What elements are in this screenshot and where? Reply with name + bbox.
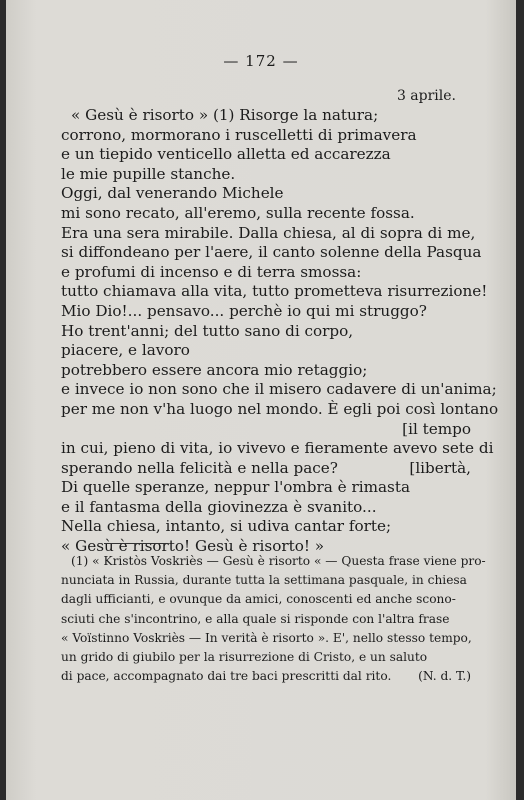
text-line: e profumi di incenso e di terra smossa:: [61, 262, 362, 281]
text-line-continuation: [il tempo: [402, 419, 471, 438]
footnote-line: dagli ufficianti, e ovunque da amici, conoscenti ed anche scono-: [61, 592, 456, 607]
text-line: si diffondeano per l'aere, il canto solenne della Pasqua: [61, 243, 482, 262]
footnote-line-pair: [61, 667, 471, 686]
book-page: [6, 0, 516, 800]
entry-date: 3 aprile.: [396, 88, 456, 104]
text-line: Era una sera mirabile. Dalla chiesa, al di sopra di me,: [61, 223, 476, 242]
text-line: Ho trent'anni; del tutto sano di corpo,: [61, 321, 354, 340]
footnote-line: (1) « Kristòs Voskriès — Gesù è risorto « — Questa frase viene pro-: [71, 554, 486, 568]
text-line: piacere, e lavoro: [61, 341, 190, 360]
text-line-continuation: [libertà,: [409, 458, 471, 477]
footnote: [61, 552, 486, 686]
text-line: e un tiepido venticello alletta ed accarezza: [61, 145, 391, 164]
text-line: mi sono recato, all'eremo, sulla recente fossa.: [61, 203, 415, 222]
footnote-line: sciuti che s'incontrino, e alla quale si risponde con l'altra frase: [61, 611, 450, 626]
text-line: « Gesù è risorto » (1) Risorge la natura;: [71, 106, 379, 124]
footnote-divider: [104, 543, 168, 544]
text-line: Oggi, dal venerando Michele: [61, 184, 284, 203]
text-line: e invece io non sono che il misero cadavere di un'anima;: [61, 380, 497, 399]
page-number: — 172 —: [223, 52, 299, 70]
footnote-line: di pace, accompagnato dai tre baci prescritti dal rito.: [61, 669, 392, 684]
poem-body: [61, 106, 499, 557]
text-line: sperando nella felicità e nella pace?: [61, 458, 338, 477]
text-line: Mio Dio!... pensavo... perchè io qui mi struggo?: [61, 301, 427, 320]
footnote-line: nunciata in Russia, durante tutta la settimana pasquale, in chiesa: [61, 573, 467, 588]
text-line: Nella chiesa, intanto, si udiva cantar forte;: [61, 517, 392, 536]
text-line: per me non v'ha luogo nel mondo. È egli poi così lontano: [61, 399, 499, 418]
text-line: Di quelle speranze, neppur l'ombra è rimasta: [61, 478, 410, 497]
translator-note: (N. d. T.): [418, 669, 471, 684]
footnote-line: un grido di giubilo per la risurrezione di Cristo, e un saluto: [61, 649, 428, 664]
text-line-pair: [61, 459, 471, 479]
text-line: potrebbero essere ancora mio retaggio;: [61, 360, 368, 379]
text-line: in cui, pieno di vita, io vivevo e fieramente avevo sete di: [61, 439, 494, 458]
text-line: tutto chiamava alla vita, tutto prometteva risurrezione!: [61, 282, 488, 301]
text-line: e il fantasma della giovinezza è svanito...: [61, 497, 377, 516]
text-line: corrono, mormorano i ruscelletti di primavera: [61, 125, 417, 144]
text-line: « Gesù è risorto! Gesù è risorto! »: [61, 537, 325, 556]
footnote-line: « Voïstinno Voskriès — In verità è risorto ». E', nello stesso tempo,: [61, 630, 472, 645]
text-line: le mie pupille stanche.: [61, 164, 236, 183]
